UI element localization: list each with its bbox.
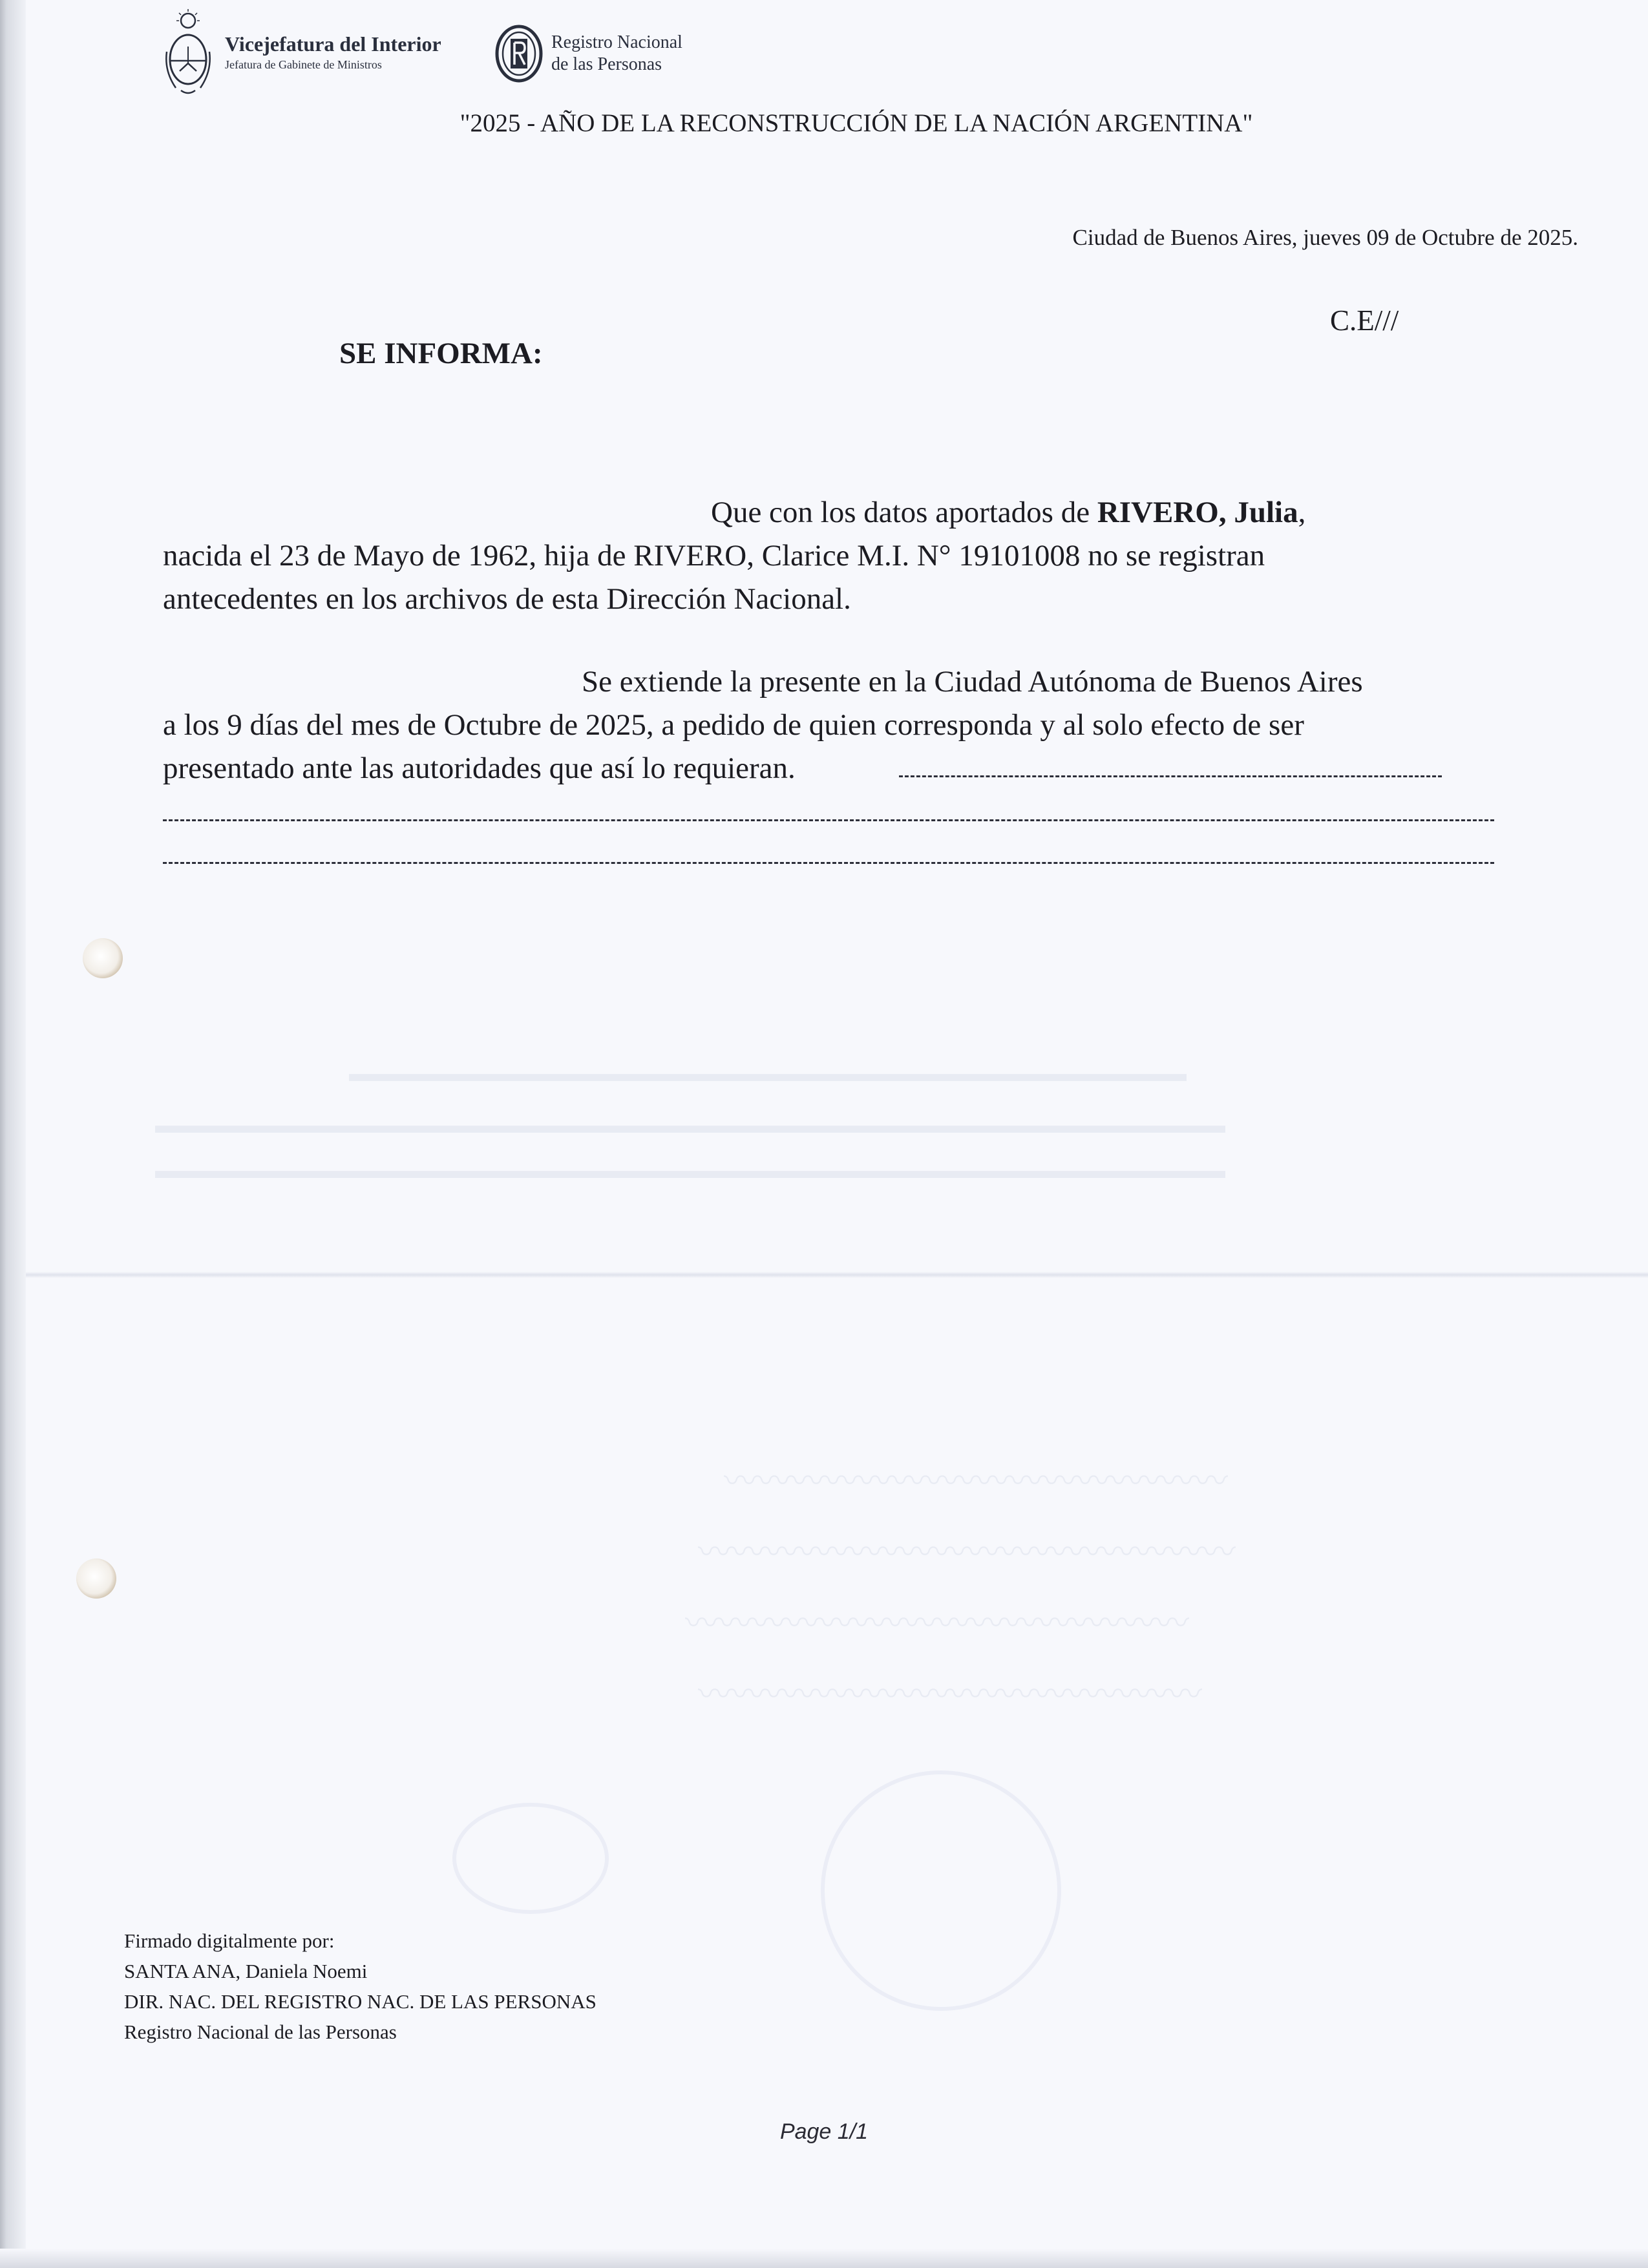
paragraph-2-line-2: a los 9 días del mes de Octubre de 2025, a pedido de quien corresponda y al solo efecto de ser <box>163 708 1304 742</box>
paragraph-1 <box>163 491 1494 621</box>
paragraph-2-line-1: Se extiende la presente en la Ciudad Autónoma de Buenos Aires <box>582 665 1363 698</box>
digital-signature-block <box>124 1926 597 2047</box>
punch-hole-top <box>83 938 123 978</box>
signer-name: SANTA ANA, Daniela Noemi <box>124 1960 368 1982</box>
bleed-through-stamp <box>821 1770 1061 2011</box>
dash-filler-tail <box>899 775 1442 777</box>
paragraph-1-prefix: Que con los datos aportados de <box>711 496 1097 529</box>
renaper-r-icon <box>494 25 544 83</box>
paper-bottom-edge <box>0 2249 1648 2268</box>
bleed-through-stamp <box>452 1803 609 1914</box>
signer-department: DIR. NAC. DEL REGISTRO NAC. DE LAS PERSONAS <box>124 1990 597 2013</box>
renaper-logo <box>494 25 682 83</box>
bleed-through: ▬▬▬▬▬▬▬▬▬▬▬▬▬▬▬▬▬▬▬▬▬▬▬▬▬▬▬▬▬▬▬▬▬▬▬▬▬▬▬▬▬▬▬▬▬▬ <box>155 1111 1225 1138</box>
bleed-through: 〰〰〰〰〰〰〰〰〰〰〰〰〰〰〰 <box>698 1676 1203 1714</box>
reference-code: C.E/// <box>1330 304 1399 337</box>
paragraph-1-line-2: nacida el 23 de Mayo de 1962, hija de RIVERO, Clarice M.I. N° 19101008 no se registran <box>163 539 1265 572</box>
vicejefatura-logo <box>162 6 441 97</box>
dash-filler-line-1 <box>163 819 1494 821</box>
bleed-through: ▬▬▬▬▬▬▬▬▬▬▬▬▬▬▬▬▬▬▬▬▬▬▬▬▬▬▬▬▬▬▬▬▬▬▬▬▬▬▬▬▬▬▬▬▬▬ <box>155 1157 1225 1183</box>
org-subtitle: Jefatura de Gabinete de Ministros <box>225 58 382 71</box>
punch-hole-bottom <box>76 1559 116 1599</box>
paragraph-1-line-3: antecedentes en los archivos de esta Dirección Nacional. <box>163 582 851 616</box>
paragraph-1-suffix: , <box>1298 496 1306 529</box>
bleed-through: 〰〰〰〰〰〰〰〰〰〰〰〰〰〰〰 <box>724 1463 1229 1500</box>
signature-label: Firmado digitalmente por: <box>124 1929 335 1952</box>
date-line: Ciudad de Buenos Aires, jueves 09 de Octubre de 2025. <box>1072 225 1578 250</box>
year-motto: "2025 - AÑO DE LA RECONSTRUCCIÓN DE LA NACIÓN ARGENTINA" <box>460 109 1253 137</box>
bleed-through: ▬▬▬▬▬▬▬▬▬▬▬▬▬▬▬▬▬▬▬▬▬▬▬▬▬▬▬▬▬▬▬▬▬▬▬▬ <box>349 1060 1187 1086</box>
paper-left-edge <box>0 0 26 2268</box>
paragraph-2 <box>163 660 1494 790</box>
argentina-coat-of-arms-icon <box>162 6 215 97</box>
dash-filler-line-2 <box>163 862 1494 864</box>
signer-organization: Registro Nacional de las Personas <box>124 2021 397 2043</box>
bleed-through: 〰〰〰〰〰〰〰〰〰〰〰〰〰〰〰 <box>685 1605 1190 1643</box>
page-number: Page 1/1 <box>779 2119 869 2144</box>
paragraph-2-line-3: presentado ante las autoridades que así lo requieran. <box>163 751 796 785</box>
bleed-through: 〰〰〰〰〰〰〰〰〰〰〰〰〰〰〰〰 <box>698 1534 1236 1571</box>
registry-line-2: de las Personas <box>551 54 662 74</box>
document-heading: SE INFORMA: <box>339 337 543 370</box>
registry-line-1: Registro Nacional <box>551 32 682 52</box>
paper-fold <box>26 1272 1648 1278</box>
org-title: Vicejefatura del Interior <box>225 32 441 56</box>
paragraph-1-line-1 <box>163 491 1494 534</box>
subject-name: RIVERO, Julia <box>1097 496 1298 529</box>
